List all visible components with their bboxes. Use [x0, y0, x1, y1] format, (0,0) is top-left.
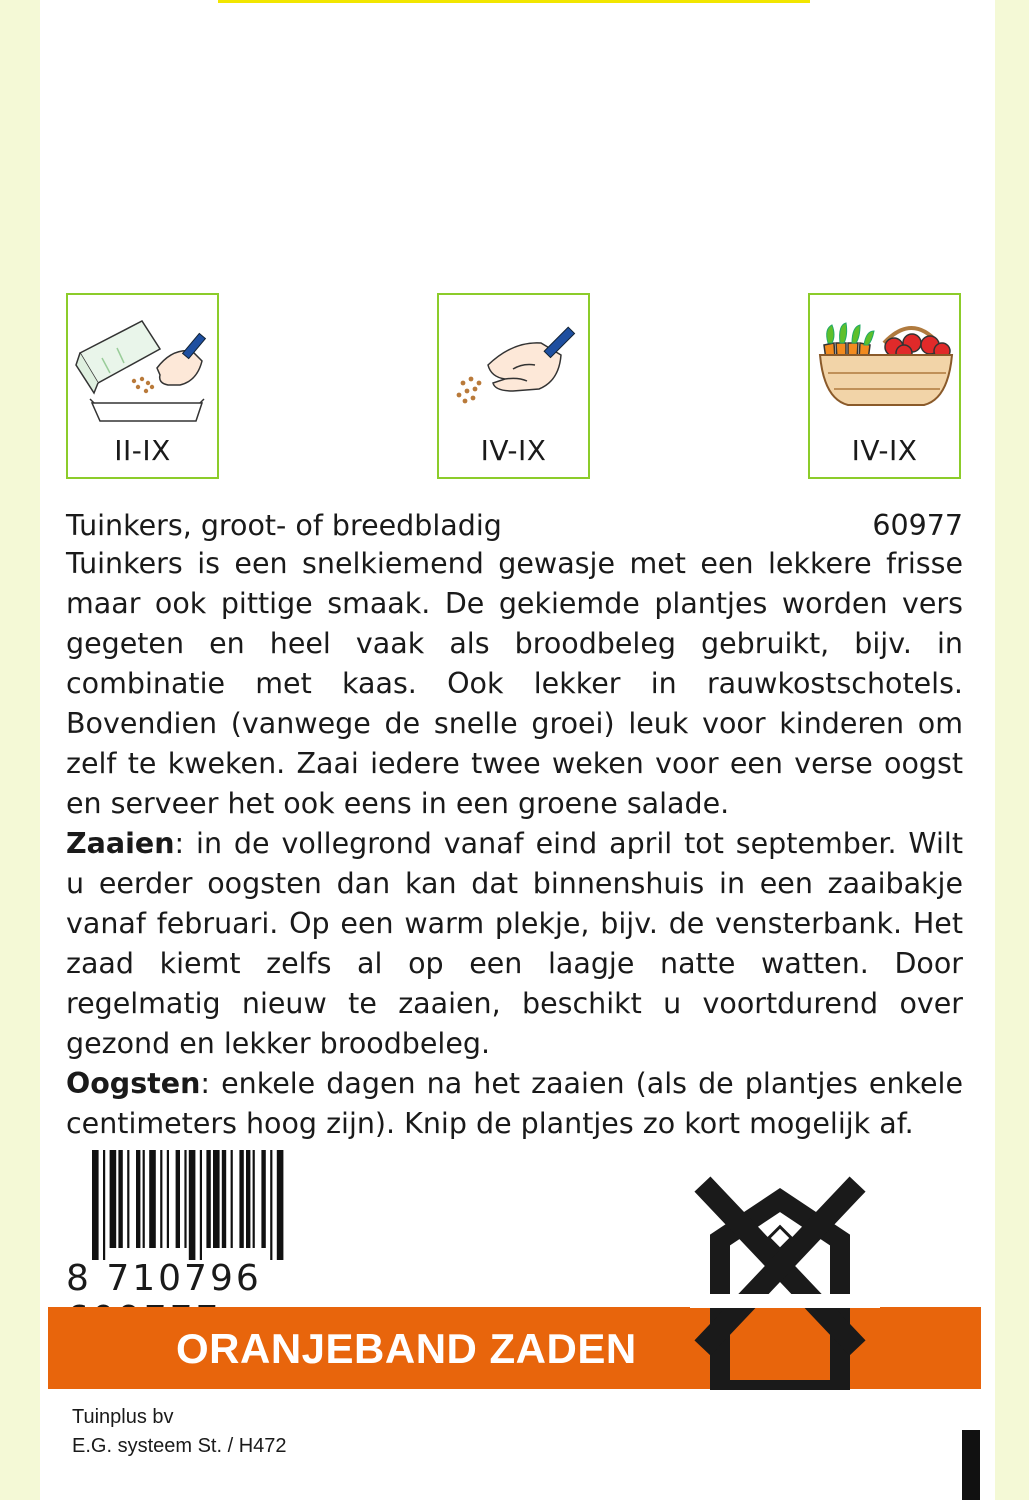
sowing-indoor-panel [66, 293, 219, 479]
sowing-label: Zaaien [66, 827, 175, 860]
sowing-separator: : [174, 827, 185, 860]
footer-certification: E.G. systeem St. / H472 [72, 1435, 287, 1457]
sowing-text: in de vollegrond vanaf eind april tot september. Wilt u eerder oogsten dan kan dat binnenshuis in een zaaibakje vanaf februari. Op een warm plekje, bijv. de vensterbank. Het zaad kiemt zelfs al op een laagje natte watten. Door regelmatig nieuw te zaaien, beschikt u voortdurend over gezond en lekker broodbeleg. [66, 827, 963, 1060]
windmill-logo-icon [690, 1170, 880, 1390]
harvest-months: IV-IX [851, 434, 918, 467]
barcode-bars [92, 1150, 462, 1260]
product-title: Tuinkers, groot- of breedbladig [66, 509, 502, 542]
sowing-indoor-tray-icon [72, 303, 217, 428]
product-description: Tuinkers is een snelkiemend gewasje met een lekkere frisse maar ook pittige smaak. De gekiemde plantjes worden vers gegeten en heel vaak als broodbeleg gebruikt, bijv. in combinatie met kaas. Ook lekker in rauwkostschotels. Bovendien (vanwege de snelle groei) leuk voor kinderen om zelf te kweken. Zaai iedere twee weken voor een verse oogst en serveer het ook eens in een groene salade. [66, 547, 963, 820]
footer-company: Tuinplus bv [72, 1406, 174, 1428]
sowing-instructions [66, 824, 963, 1064]
product-text-block [66, 506, 963, 1144]
harvest-separator: : [200, 1067, 211, 1100]
harvest-panel [808, 293, 961, 479]
sowing-indoor-months: II-IX [114, 434, 171, 467]
product-code: 60977 [872, 509, 963, 542]
left-margin-strip [0, 0, 40, 1500]
right-margin-strip [995, 0, 1029, 1500]
sowing-outdoor-panel [437, 293, 590, 479]
top-edge-stripe [218, 0, 810, 3]
harvest-instructions [66, 1064, 963, 1144]
brand-name: ORANJEBAND ZADEN [176, 1325, 637, 1372]
product-title-row [66, 506, 963, 544]
bottom-black-mark [962, 1430, 980, 1500]
sowing-outdoor-hand-icon [443, 303, 588, 428]
barcode-number: 8 710796 [66, 1258, 262, 1299]
harvest-text: enkele dagen na het zaaien (als de plantjes enkele centimeters hoog zijn). Knip de plantjes zo kort mogelijk af. [66, 1067, 963, 1140]
barcode-area [48, 1150, 418, 1305]
harvest-label: Oogsten [66, 1067, 201, 1100]
harvest-basket-icon [814, 303, 959, 428]
sowing-outdoor-months: IV-IX [480, 434, 547, 467]
footer [72, 1403, 287, 1461]
